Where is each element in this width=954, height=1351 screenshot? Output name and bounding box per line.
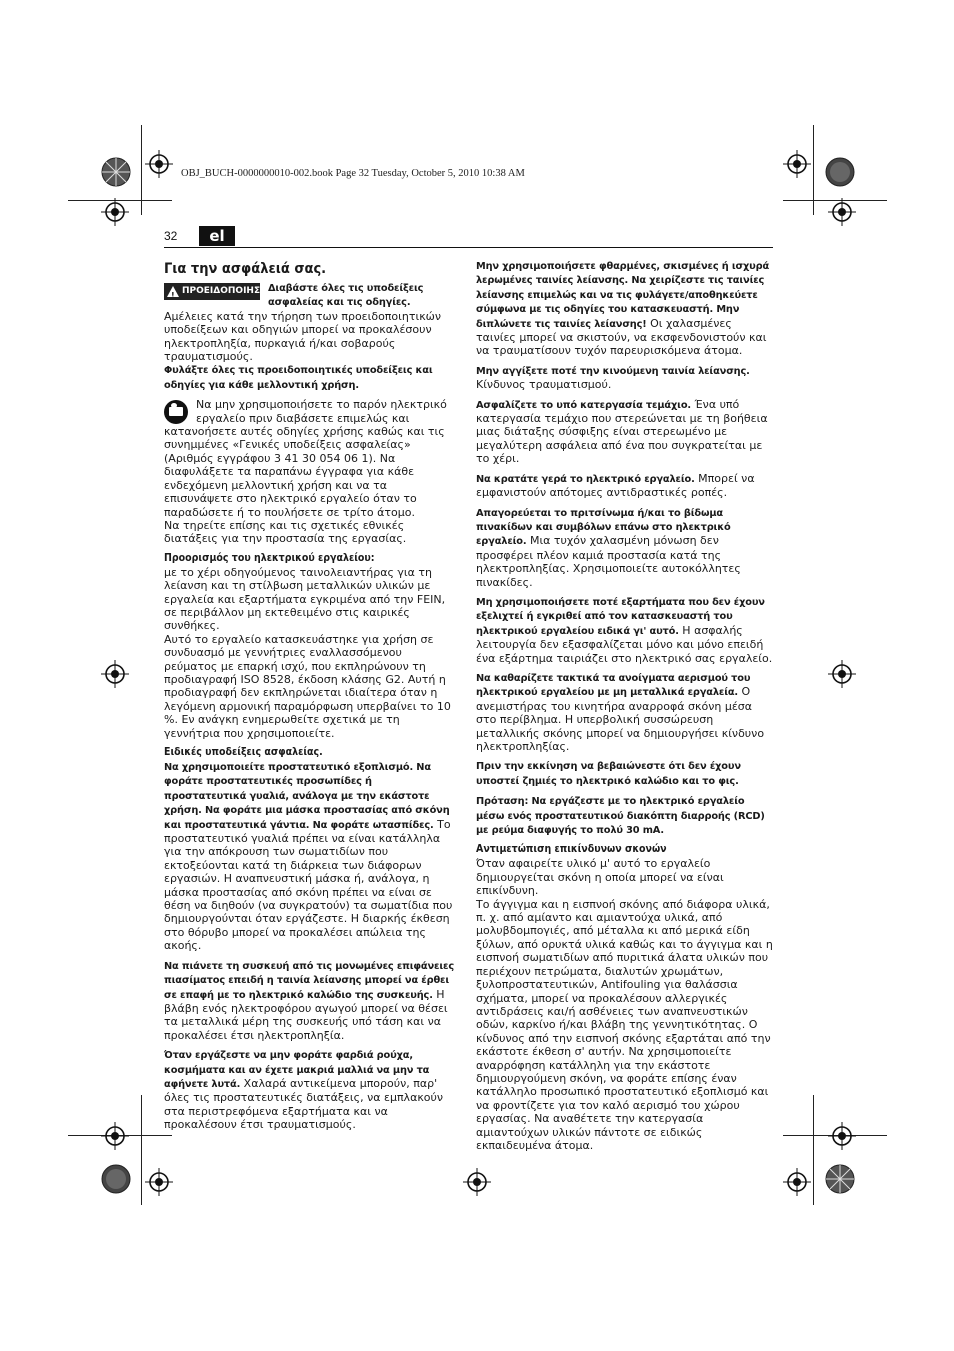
warning-bold: Διαβάστε όλες τις υποδείξεις ασφαλείας και τις οδηγίες. bbox=[268, 283, 424, 309]
registration-mark-icon bbox=[145, 1168, 173, 1196]
hold-tool-bold: Να κρατάτε γερά το ηλεκτρικό εργαλείο. bbox=[476, 473, 695, 485]
left-column bbox=[164, 258, 457, 1138]
touch-belt-bold: Μην αγγίξετε ποτέ την κινούμενη ταινία λείανσης. bbox=[476, 365, 750, 377]
plates-text: Μια τυχόν χαλασμένη μόνωση δεν προσφέρει πλέον καμιά προστασία κατά της ηλεκτροπληξίας. Χρησιμοποιείτε αυτοκόλλητες πινακίδες. bbox=[476, 534, 741, 589]
accessories-bold: Μη χρησιμοποιήσετε ποτέ εξαρτήματα που δεν έχουν εξελιχτεί ή εγκριθεί από τον κατασκευαστή του ηλεκτρικού εργαλείου ειδικά γι' αυτό. bbox=[476, 596, 765, 637]
ppe-bold: Να χρησιμοποιείτε προστατευτικό εξοπλισμό. Να φοράτε προστατευτικές προσωπίδες ή προστατευτικά γυαλιά, ανάλογα με την εκάστοτε χρήση. Να φοράτε μια μάσκα προστασίας από σκόνη και προστατευτικά γάντια. Να φοράτε ωτασπίδες. bbox=[164, 762, 450, 831]
special-safety-heading: Ειδικές υποδείξεις ασφαλείας. bbox=[164, 746, 323, 758]
language-badge: el bbox=[199, 226, 235, 246]
warning-block bbox=[164, 281, 457, 363]
crop-line bbox=[813, 1095, 814, 1205]
crop-line bbox=[813, 125, 814, 215]
damaged-belts-text: Οι χαλασμένες ταινίες μπορεί να σκιστούν, να εκσφενδονιστούν και να τραυματίσουν τυχόν παρευρισκόμενα άτομα. bbox=[476, 316, 767, 358]
secure-workpiece-bold: Ασφαλίζετε το υπό κατεργασία τεμάχιο. bbox=[476, 399, 691, 411]
cable-check-bold: Πριν την εκκίνηση να βεβαιώνεστε ότι δεν έχουν υποστεί ζημιές το ηλεκτρικό καλώδιο και το φις. bbox=[476, 761, 741, 787]
clothes-text: Χαλαρά αντικείμενα μπορούν, παρ' όλες τις προστατευτικές διατάξεις, να εμπλακούν στα περιστρεφόμενα εξαρτήματα και να προκαλέσουν έτσι τραυματισμούς. bbox=[164, 1076, 444, 1132]
warning-triangle-icon bbox=[167, 286, 179, 297]
color-target-icon bbox=[825, 157, 855, 187]
registration-mark-icon bbox=[145, 150, 173, 178]
grip-bold: Να πιάνετε τη συσκευή από τις μονωμένες επιφάνειες πιασίματος επειδή η ταινία λείανσης μπορεί να έρθει σε επαφή με το ηλεκτρικό καλώδιο της συσκευής. bbox=[164, 960, 454, 1001]
right-column bbox=[476, 259, 773, 1158]
secure-workpiece-text: Ένα υπό κατεργασία τεμάχιο που στερεώνεται με τη βοήθεια μιας διάταξης σύσφιξης είναι στερεωμένο με μεγαλύτερη ασφάλεια από ένα που συγκρατείται με το χέρι. bbox=[476, 397, 768, 466]
clothes-bold: Όταν εργάζεστε να μην φοράτε φαρδιά ρούχα, κοσμήματα και αν έχετε μακριά μαλλιά να μην τα αφήνετε λυτά. bbox=[164, 1050, 430, 1090]
dust-heading: Αντιμετώπιση επικίνδυνων σκονών bbox=[476, 843, 667, 856]
read-manual-text: Να μην χρησιμοποιήσετε το παρόν ηλεκτρικό εργαλείο πριν διαβάσετε επιμελώς και κατανοήσετε αυτές οδηγίες χρήσης καθώς και τις συνημμένες «Γενικές υποδείξεις ασφαλείας» (Αριθμός εγγράφου 3 41 30 054 06 1). Να διαφυλάξετε τα παραπάνω έγγραφα για κάθε ενδεχόμενη μελλοντική χρήση και να τα επισυνάψετε στο ηλεκτρικό εργαλείο όταν το παραδώσετε ή το πουλήσετε σε τρίτο άτομο. bbox=[164, 398, 447, 519]
header-rule bbox=[164, 247, 773, 248]
purpose-heading: Προορισμός του ηλεκτρικού εργαλείου: bbox=[164, 551, 375, 564]
registration-mark-icon bbox=[828, 1122, 856, 1150]
book-slug-line: OBJ_BUCH-0000000010-002.book Page 32 Tuesday, October 5, 2010 10:38 AM bbox=[181, 168, 525, 179]
damaged-belts-bold: Μην χρησιμοποιήσετε φθαρμένες, σκισμένες ή ισχυρά λερωμένες ταινίες λείανσης. Να χειρίζεστε τις ταινίες λείανσης επιμελώς και να τις φυλάγετε/αποθηκεύετε σύμφωνα με τις οδηγίες του κατασκευαστή. Μην διπλώνετε τις ταινίες λείανσης! bbox=[476, 261, 770, 330]
registration-mark-icon bbox=[101, 660, 129, 688]
national-rules-text: Να τηρείτε επίσης και τις σχετικές εθνικές διατάξεις για την προστασία της εργασίας. bbox=[164, 518, 407, 546]
crop-line bbox=[141, 125, 142, 215]
registration-mark-icon bbox=[783, 150, 811, 178]
dust-text-1: Όταν αφαιρείτε υλικό μ' αυτό το εργαλείο δημιουργείται σκόνη η οποία μπορεί να είναι επικίνδυνη. bbox=[476, 857, 724, 898]
registration-mark-icon bbox=[101, 1122, 129, 1150]
color-target-icon bbox=[101, 1164, 131, 1194]
warning-text: Αμέλειες κατά την τήρηση των προειδοποιητικών υποδείξεων και οδηγιών μπορεί να προκαλέσουν ηλεκτροπληξία, πυρκαγιά ή/και σοβαρούς τραυματισμούς. bbox=[164, 309, 442, 364]
warning-badge-label: ΠΡΟΕΙΔΟΠΟΙΗΣΗ bbox=[182, 286, 268, 296]
warning-badge bbox=[164, 283, 268, 300]
hold-tool-text: Μπορεί να εμφανιστούν απότομες αντιδραστικές ροπές. bbox=[476, 471, 755, 500]
color-target-icon bbox=[101, 157, 131, 187]
page-number: 32 bbox=[164, 229, 178, 243]
registration-mark-icon bbox=[783, 1168, 811, 1196]
dust-text-2: Το άγγιγμα και η εισπνοή σκόνης από διάφορα υλικά, π. χ. από αμίαντο και αμιαντούχα υλικά, από μολυβδομπογιές, από μέταλλα κι από μερικά είδη ξύλων, από ορυκτά υλικά καθώς και το άγγιγμα και η εισπνοή σωματιδίων από πυριτικά άλατα υλικών που περιέχουν πετρώματα, διαλυτών χρωμάτων, ξυλοπροστατευτικών, Antifouling για θαλάσσια σχήματα, μπορεί να προκαλέσουν αλλεργικές αντιδράσεις και/ή ασθένειες των αναπνευστικών οδών, καρκίνο ή/και βλάβη της γεννητικότητας. Ο κίνδυνος από την εισπνοή σκόνης εξαρτάται από την εκάστοτε έκθεση σ' αυτήν. Να χρησιμοποιείτε αναρρόφηση κατάλληλη για την εκάστοτε δημιουργούμενη σκόνη, να φοράτε επίσης έναν κατάλληλο προσωπικό προστατευτικό εξοπλισμό και να φροντίζετε για τον καλό αερισμό του χώρου εργασίας. Να αναθέτετε την κατεργασία αμιαντούχων υλικών πάντοτε σε ειδικώς εκπαιδευμένα άτομα. bbox=[476, 897, 773, 1152]
keep-instructions: Φυλάξτε όλες τις προειδοποιητικές υποδείξεις και οδηγίες για κάθε μελλοντική χρήση. bbox=[164, 365, 433, 391]
plates-bold: Απαγορεύεται το πριτσίνωμα ή/και το βίδωμα πινακίδων και συμβόλων επάνω στο ηλεκτρικό εργαλείο. bbox=[476, 507, 731, 548]
rcd-bold: Πρόταση: Να εργάζεστε με το ηλεκτρικό εργαλείο μέσω ενός προστατευτικού διακόπτη διαρροής (RCD) με ρεύμα διαφυγής το πολύ 30 mA. bbox=[476, 796, 765, 837]
section-title: Για την ασφάλειά σας. bbox=[164, 261, 327, 277]
registration-mark-icon bbox=[101, 198, 129, 226]
grip-text: Η βλάβη ενός ηλεκτροφόρου αγωγού μπορεί να θέσει τα μεταλλικά μέρη της συσκευής υπό τάση και να προκαλέσει έτσι ηλεκτροπληξία. bbox=[164, 987, 448, 1042]
registration-mark-icon bbox=[463, 1168, 491, 1196]
vents-text: Ο ανεμιστήρας του κινητήρα αναρροφά σκόνη μέσα στο περίβλημα. Η υπερβολική συσσώρευση μεταλλικής σκόνης μπορεί να δημιουργήσει κίνδυνο ηλεκτροπληξίας. bbox=[476, 685, 765, 753]
color-target-icon bbox=[825, 1164, 855, 1194]
registration-mark-icon bbox=[828, 660, 856, 688]
read-manual-block bbox=[164, 398, 457, 519]
crop-line bbox=[141, 1095, 142, 1205]
ppe-text: Το προστατευτικό γυαλιά πρέπει να είναι κατάλληλα για την απόκρουση των σωματιδίων που εκτοξεύονται κατά τη διάρκεια των διάφορων εργασιών. Η αναπνευστική μάσκα ή, ανάλογα, η μάσκα προστασίας από σκόνη πρέπει να είναι σε θέση να διηθούν (να συγκρατούν) τα σωματίδια που δημιουργούνται όταν εργάζεστε. Η διαρκής έκθεση στο θόρυβο μπορεί να προκαλέσει απώλεια της ακοής. bbox=[164, 817, 453, 953]
purpose-text: με το χέρι οδηγούμενος ταινολειαντήρας για τη λείανση και τη στίλβωση μεταλλικών υλικών με εργαλεία και εξαρτήματα εγκριμένα από την FEIN, σε περιβάλλον μη εκτεθειμένο στις καιρικές συνθήκες. bbox=[164, 565, 446, 633]
touch-belt-text: Κίνδυνος τραυματισμού. bbox=[476, 378, 612, 392]
registration-mark-icon bbox=[828, 198, 856, 226]
accessories-text: Η ασφαλής λειτουργία δεν εξασφαλίζεται μόνο και μόνο επειδή ένα εξάρτημα ταιριάζει στο ηλεκτρικό σας εργαλείο. bbox=[476, 623, 773, 665]
generator-text: Αυτό το εργαλείο κατασκευάστηκε για χρήση σε συνδυασμό με γεννήτριες εναλλασσόμενου ρεύματος με επαρκή ισχύ, που εκπληρώνουν τη προδιαγραφή ISO 8528, έκδοση κλάσης G2. Αυτή η προδιαγραφή δεν εκπληρώνεται ιδιαίτερα όταν η λεγόμενη αρμονική παραμόρφωση υπερβαίνει το 10 %. Εν ανάγκη ενημερωθείτε σχετικά με τη γεννήτρια που χρησιμοποιείτε. bbox=[164, 632, 451, 740]
vents-bold: Να καθαρίζετε τακτικά τα ανοίγματα αερισμού του ηλεκτρικού εργαλείου με μη μεταλλικά εργαλεία. bbox=[476, 672, 751, 699]
